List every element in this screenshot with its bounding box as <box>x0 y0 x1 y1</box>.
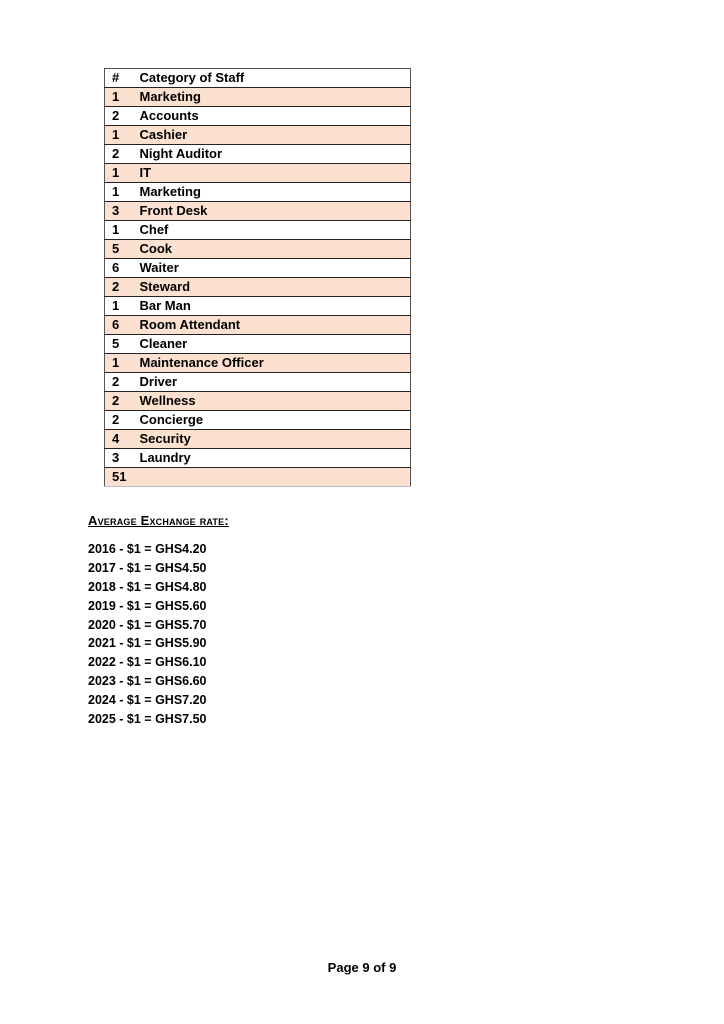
staff-count: 2 <box>105 278 135 297</box>
staff-count: 2 <box>105 373 135 392</box>
column-header-number: # <box>105 69 135 88</box>
staff-category: Chef <box>135 221 411 240</box>
staff-count: 1 <box>105 297 135 316</box>
table-row <box>105 221 411 240</box>
table-row <box>105 202 411 221</box>
table-row <box>105 316 411 335</box>
staff-category: Room Attendant <box>135 316 411 335</box>
staff-category: IT <box>135 164 411 183</box>
table-row <box>105 392 411 411</box>
staff-category: Cashier <box>135 126 411 145</box>
staff-category: Waiter <box>135 259 411 278</box>
exchange-rate-item: 2016 - $1 = GHS4.20 <box>88 542 207 556</box>
exchange-rate-item: 2018 - $1 = GHS4.80 <box>88 579 207 594</box>
staff-category: Marketing <box>135 88 411 107</box>
staff-category: Maintenance Officer <box>135 354 411 373</box>
total-value: 51 <box>105 468 135 487</box>
table-row <box>105 240 411 259</box>
staff-category: Wellness <box>135 392 411 411</box>
staff-category: Driver <box>135 373 411 392</box>
exchange-rate-item: 2022 - $1 = GHS6.10 <box>88 655 207 670</box>
table-row <box>105 164 411 183</box>
staff-count: 1 <box>105 126 135 145</box>
staff-count: 1 <box>105 354 135 373</box>
staff-count: 2 <box>105 145 135 164</box>
table-row <box>105 278 411 297</box>
staff-category: Accounts <box>135 107 411 126</box>
staff-count: 4 <box>105 430 135 449</box>
table-row <box>105 354 411 373</box>
staff-table <box>104 68 411 487</box>
table-body <box>105 88 411 468</box>
staff-count: 3 <box>105 449 135 468</box>
exchange-rate-item: 2024 - $1 = GHS7.20 <box>88 693 207 708</box>
exchange-rate-item: 2019 - $1 = GHS5.60 <box>88 598 207 613</box>
staff-count: 1 <box>105 183 135 202</box>
staff-count: 6 <box>105 316 135 335</box>
table-row <box>105 107 411 126</box>
staff-category: Night Auditor <box>135 145 411 164</box>
table-row <box>105 335 411 354</box>
total-row <box>105 468 411 487</box>
table-row <box>105 183 411 202</box>
staff-count: 6 <box>105 259 135 278</box>
table-row <box>105 449 411 468</box>
exchange-rate-list <box>88 540 229 729</box>
staff-count: 5 <box>105 240 135 259</box>
staff-category: Cleaner <box>135 335 411 354</box>
staff-count: 1 <box>105 221 135 240</box>
exchange-rate-section <box>88 513 229 729</box>
staff-category: Bar Man <box>135 297 411 316</box>
exchange-rate-heading: Average Exchange rate: <box>88 513 229 528</box>
table-row <box>105 259 411 278</box>
staff-category: Security <box>135 430 411 449</box>
staff-count: 2 <box>105 392 135 411</box>
table-row <box>105 145 411 164</box>
staff-category: Steward <box>135 278 411 297</box>
staff-count: 2 <box>105 411 135 430</box>
total-blank-cell <box>135 468 411 487</box>
exchange-rate-item: 2017 - $1 = GHS4.50 <box>88 560 207 575</box>
page-number: Page 9 of 9 <box>327 960 397 975</box>
table-row <box>105 88 411 107</box>
staff-count: 5 <box>105 335 135 354</box>
staff-category: Laundry <box>135 449 411 468</box>
exchange-rate-item: 2020 - $1 = GHS5.70 <box>88 617 207 632</box>
table-row <box>105 411 411 430</box>
staff-category: Front Desk <box>135 202 411 221</box>
staff-count: 2 <box>105 107 135 126</box>
exchange-rate-item: 2025 - $1 = GHS7.50 <box>88 712 207 727</box>
staff-category: Cook <box>135 240 411 259</box>
staff-count: 1 <box>105 164 135 183</box>
staff-count: 1 <box>105 88 135 107</box>
exchange-rate-item: 2023 - $1 = GHS6.60 <box>88 674 207 689</box>
exchange-rate-item: 2021 - $1 = GHS5.90 <box>88 636 207 651</box>
table-row <box>105 297 411 316</box>
table-row <box>105 373 411 392</box>
staff-category: Marketing <box>135 183 411 202</box>
staff-category: Concierge <box>135 411 411 430</box>
staff-count: 3 <box>105 202 135 221</box>
table-row <box>105 430 411 449</box>
column-header-category: Category of Staff <box>135 69 411 88</box>
table-header-row <box>105 69 411 88</box>
table-row <box>105 126 411 145</box>
